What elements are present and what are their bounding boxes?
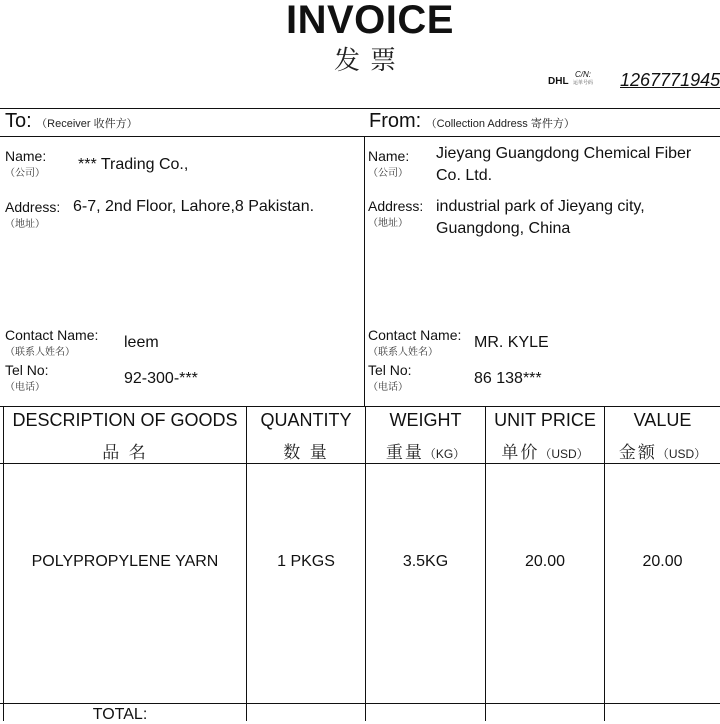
- col-header-description-cn: 品 名: [102, 443, 148, 463]
- from-tel-label-en: Tel No:: [368, 362, 412, 378]
- to-contact-value: leem: [124, 334, 159, 351]
- col-header-description: DESCRIPTION OF GOODS: [12, 410, 238, 430]
- carrier-label: DHL: [548, 76, 569, 87]
- table-top-border: [0, 406, 720, 407]
- from-heading-sub: （Collection Address 寄件方）: [425, 118, 575, 130]
- from-heading-block: [369, 110, 575, 133]
- from-name-label-en: Name:: [368, 148, 410, 164]
- goods-table: [0, 406, 720, 721]
- col-header-unit-price: UNIT PRICE: [494, 410, 596, 430]
- to-tel-label-en: Tel No:: [5, 362, 49, 378]
- col-header-quantity-cn: 数 量: [283, 443, 329, 463]
- to-address-label-en: Address:: [5, 199, 61, 215]
- col-header-unit-price-cn: [486, 438, 604, 463]
- table-header-bottom-border: [0, 463, 720, 464]
- address-divider: [364, 136, 365, 406]
- from-contact-value: MR. KYLE: [474, 334, 549, 351]
- cell-unit-price: 20.00: [524, 553, 566, 570]
- col-header-weight-unit: （KG）: [423, 447, 466, 461]
- to-heading-block: [5, 110, 138, 133]
- from-address-value-line2: Guangdong, China: [436, 220, 571, 237]
- col-header-value-cn-text: 金额: [618, 443, 657, 463]
- cell-description: POLYPROPYLENE YARN: [31, 553, 219, 570]
- from-tel-label-cn: （电话）: [368, 382, 408, 393]
- col-header-weight-cn: [366, 438, 485, 463]
- from-contact-label-cn: （联系人姓名）: [368, 347, 438, 358]
- from-address-label-cn: （地址）: [368, 218, 408, 229]
- to-name-label: [5, 148, 46, 179]
- to-tel-label-cn: （电话）: [5, 382, 45, 393]
- to-contact-label-cn: （联系人姓名）: [5, 347, 75, 358]
- to-contact-label: [5, 327, 98, 358]
- col-header-value-cn: [605, 438, 720, 463]
- col-header-unit-price-unit: （USD）: [539, 447, 589, 461]
- from-name-label-cn: （公司）: [368, 168, 408, 179]
- to-name-value: *** Trading Co.,: [78, 156, 189, 173]
- to-name-label-en: Name:: [5, 148, 47, 164]
- col-header-value: VALUE: [633, 410, 692, 430]
- from-name-value-line2: Co. Ltd.: [436, 167, 493, 184]
- cell-quantity: 1 PKGS: [277, 553, 335, 570]
- total-label: TOTAL:: [92, 706, 148, 723]
- cn-label: [573, 70, 593, 88]
- from-tel-value: 86 138***: [474, 370, 542, 387]
- tracking-number: 1267771945: [620, 70, 720, 90]
- to-heading: To:: [5, 110, 32, 132]
- cell-value: 20.00: [642, 553, 683, 570]
- header-divider: [0, 108, 720, 109]
- from-name-value-line1: Jieyang Guangdong Chemical Fiber: [436, 145, 692, 162]
- col-header-value-unit: （USD）: [656, 447, 707, 461]
- address-top-border: [0, 136, 720, 137]
- from-contact-label: [368, 327, 461, 358]
- to-tel-value: 92-300-***: [124, 370, 198, 387]
- from-address-label-en: Address:: [368, 198, 424, 214]
- from-address-label: [368, 198, 423, 229]
- cn-label-text: C/N:: [575, 70, 591, 79]
- cell-weight: 3.5KG: [402, 553, 449, 570]
- from-heading: From:: [369, 110, 422, 132]
- invoice-subtitle-cn: 发票: [333, 46, 406, 76]
- to-tel-label: [5, 362, 49, 393]
- to-address-value: 6-7, 2nd Floor, Lahore,8 Pakistan.: [73, 198, 315, 215]
- to-contact-label-en: Contact Name:: [5, 327, 99, 343]
- to-heading-sub: （Receiver 收件方）: [36, 118, 138, 130]
- from-contact-label-en: Contact Name:: [368, 327, 462, 343]
- from-tel-label: [368, 362, 412, 393]
- to-address-label-cn: （地址）: [5, 219, 45, 230]
- from-address-value: [436, 196, 645, 240]
- cn-label-sub: 运单号码: [573, 80, 594, 86]
- col-header-unit-price-cn-text: 单价: [501, 443, 540, 463]
- col-header-quantity: QUANTITY: [260, 410, 352, 430]
- from-address-value-line1: industrial park of Jieyang city,: [436, 198, 645, 215]
- invoice-title: INVOICE: [286, 0, 454, 42]
- from-name-label: [368, 148, 409, 179]
- table-total-border: [0, 703, 720, 704]
- to-address-label: [5, 199, 60, 230]
- from-name-value: [436, 143, 691, 187]
- col-header-weight: WEIGHT: [389, 410, 462, 430]
- col-header-weight-cn-text: 重量: [385, 443, 424, 463]
- to-name-label-cn: （公司）: [5, 168, 45, 179]
